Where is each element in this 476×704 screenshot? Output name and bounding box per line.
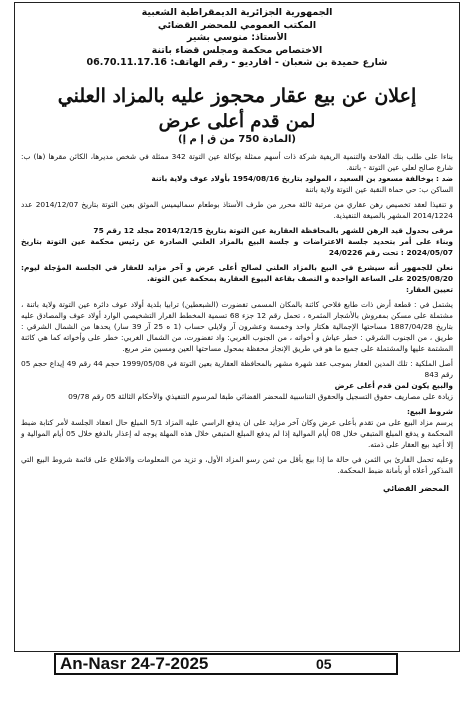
notice-legal-article: (المادة 750 من ق إ م إ) xyxy=(178,133,296,145)
header-office: المكتب العمومي للمحضر القضائي xyxy=(157,19,317,31)
newspaper-footer xyxy=(54,653,398,675)
paragraph-fees: زيادة على مصاريف حقوق التسجيل والحقوق التناسبية للمحضر القضائي طبقا لمرسوم التنفيذي والأحكام الثالثة 05 رقم 09/78 xyxy=(68,391,453,401)
paragraph-highest-bid: والبيع يكون لمن قدم أعلى عرض xyxy=(334,380,453,390)
paragraph-auction-date: نعلن للجمهور أنه سيشرع في البيع بالمزاد العلني لصالح أعلى عرض و آخر مزايد للعقار في الجلسة المؤجلة ليوم: 2025/08/20 على الساعة الواحدة و النصف بقاعة البيوع العقارية بمحكمة عين التوتة. xyxy=(21,262,453,283)
legal-notice xyxy=(14,2,460,652)
header-republic: الجمهورية الجزائرية الديمقراطية الشعبية xyxy=(141,7,333,18)
header-address-phone: شارع حميدة بن شعبان - أفارديو - رقم الهاتف: 06.70.11.17.16 xyxy=(86,57,388,68)
header-bailiff-name: الأستاذ: منوسي بشير xyxy=(186,32,288,43)
paragraph-mortgage: و تنفيذا لعقد تخصيص رهن عقاري من مرتبة ثالثة محرر من طرف الأستاذ بوطعام سماليميس الموثق بعين التوتة بتاريخ 2014/12/07 عدد 2014/1224 المشهر بالصيغة التنفيذية. xyxy=(21,199,453,220)
bailiff-signature: المحضر القضائي xyxy=(382,483,449,493)
paragraph-debtor-address: الساكن ب: حي حماة النقبة عين التوتة ولاية باتنة xyxy=(305,184,453,194)
paragraph-payment-terms: يرسم مزاد البيع على من تقدم بأعلى عرض وكان آخر مزايد على ان يدفع الراسي عليه المزاد 5/1 المبلغ حال انعقاد الجلسة لأمر كتابة ضبط المحكمة و يدفع المبلغ المتبقي خلال 08 أيام الموالية إذا لم يدفع المبلغ المتبقي خلال هذه المهلة يوجه له إعذار بالدفع خلال 05 أيام الموالية و إلا أعيد بيع العقار على ذمته. xyxy=(21,417,453,449)
paragraph-court-order: وبناء على أمر بتحديد جلسة الاعتراضات و جلسة البيع بالمزاد العلني الصادرة عن رئيس محكمة عين التوتة بتاريخ 2024/05/07 : تحت رقم 24/0226 xyxy=(21,236,453,257)
notice-body xyxy=(21,151,453,476)
newspaper-source-date: An-Nasr 24-7-2025 xyxy=(60,654,209,673)
paragraph-petitioner: بناءا على طلب بنك الفلاحة والتنمية الريفية شركة ذات أسهم ممثلة بوكالة عين التوتة 342 ممثلة في شخص مديرها، الكائن مقرها (ها) ب: شارع صالح لعلي عين التوتة - باتنة. xyxy=(21,151,453,172)
paragraph-further-info: وعليه تحمل القارئ بي الثمن في حالة ما إذا بيع بأقل من ثمن رسو المزاد الأول، و تزيد من المعلومات والاطلاع على قائمة شروط البيع التي المذكور أعلاه أو بأمانة ضبط المحكمة. xyxy=(21,454,453,475)
notice-title: إعلان عن بيع عقار محجوز عليه بالمزاد العلني xyxy=(57,84,417,107)
heading-property: تعيين العقار: xyxy=(406,284,453,294)
paragraph-property-description: يشتمل في : قطعة أرض ذات طابع فلاحي كائنة بالمكان المسمى تفضورت (الشبعطين) ترابيا بلدية أولاد عوف دائرة عين التوتة ولاية باتنة ، مشتملة على مسكن بمفروش بالأشجار المثمرة ، تحمل رقم 12 جزء 68 تسمية المخطط القرار التشخيصي الوارد أولاد عوف والمصادق عليه بتاريخ 1887/04/28 مساحتها الإجمالية هكتار واحد وخمسة وعشرون آر ولايلي حساب (1 ه 25 آر 39 سار) يحدها من الشمال الشرقي : طريق ، من الجنوب الشرقي : خطر عياش و أخواته ، من الجنوب الغربي: واد تفضورت، من الشمال الغربي: خطر على وأخواته كما هي كائنة المشتمة عليها والمشتملة على جميع ما هو في طريق الإنجاز محفظة بمحول مساحتها العين ومسين متر مربع. xyxy=(21,299,454,353)
paragraph-debtor: ضد : بوخالفة مسعود بن السعيد ، المولود بتاريخ 1954/08/16 بأولاد عوف ولاية باتنة xyxy=(151,173,453,183)
page-number: 05 xyxy=(316,656,332,672)
header-jurisdiction: الاختصاص محكمة ومجلس قضاء باتنة xyxy=(151,44,323,56)
paragraph-registration: مرقى بحدول قيد الرهن للشهر بالمحافظة العقارية عين التوتة بتاريخ 2014/12/15 مجلد 12 رقم 75 xyxy=(93,225,453,235)
heading-sale-conditions: شروط البيع: xyxy=(406,406,453,416)
notice-subtitle: لمن قدم أعلى عرض xyxy=(158,110,316,132)
notice-header xyxy=(21,7,453,70)
paragraph-ownership: أصل الملكية : تلك المدين العقار بموجب عقد شهرة مشهر بالمحافظة العقارية بعين التوتة في 1999/05/08 حجم 44 رقم 49 إيداع حجم 05 رقم 843 xyxy=(21,358,453,379)
